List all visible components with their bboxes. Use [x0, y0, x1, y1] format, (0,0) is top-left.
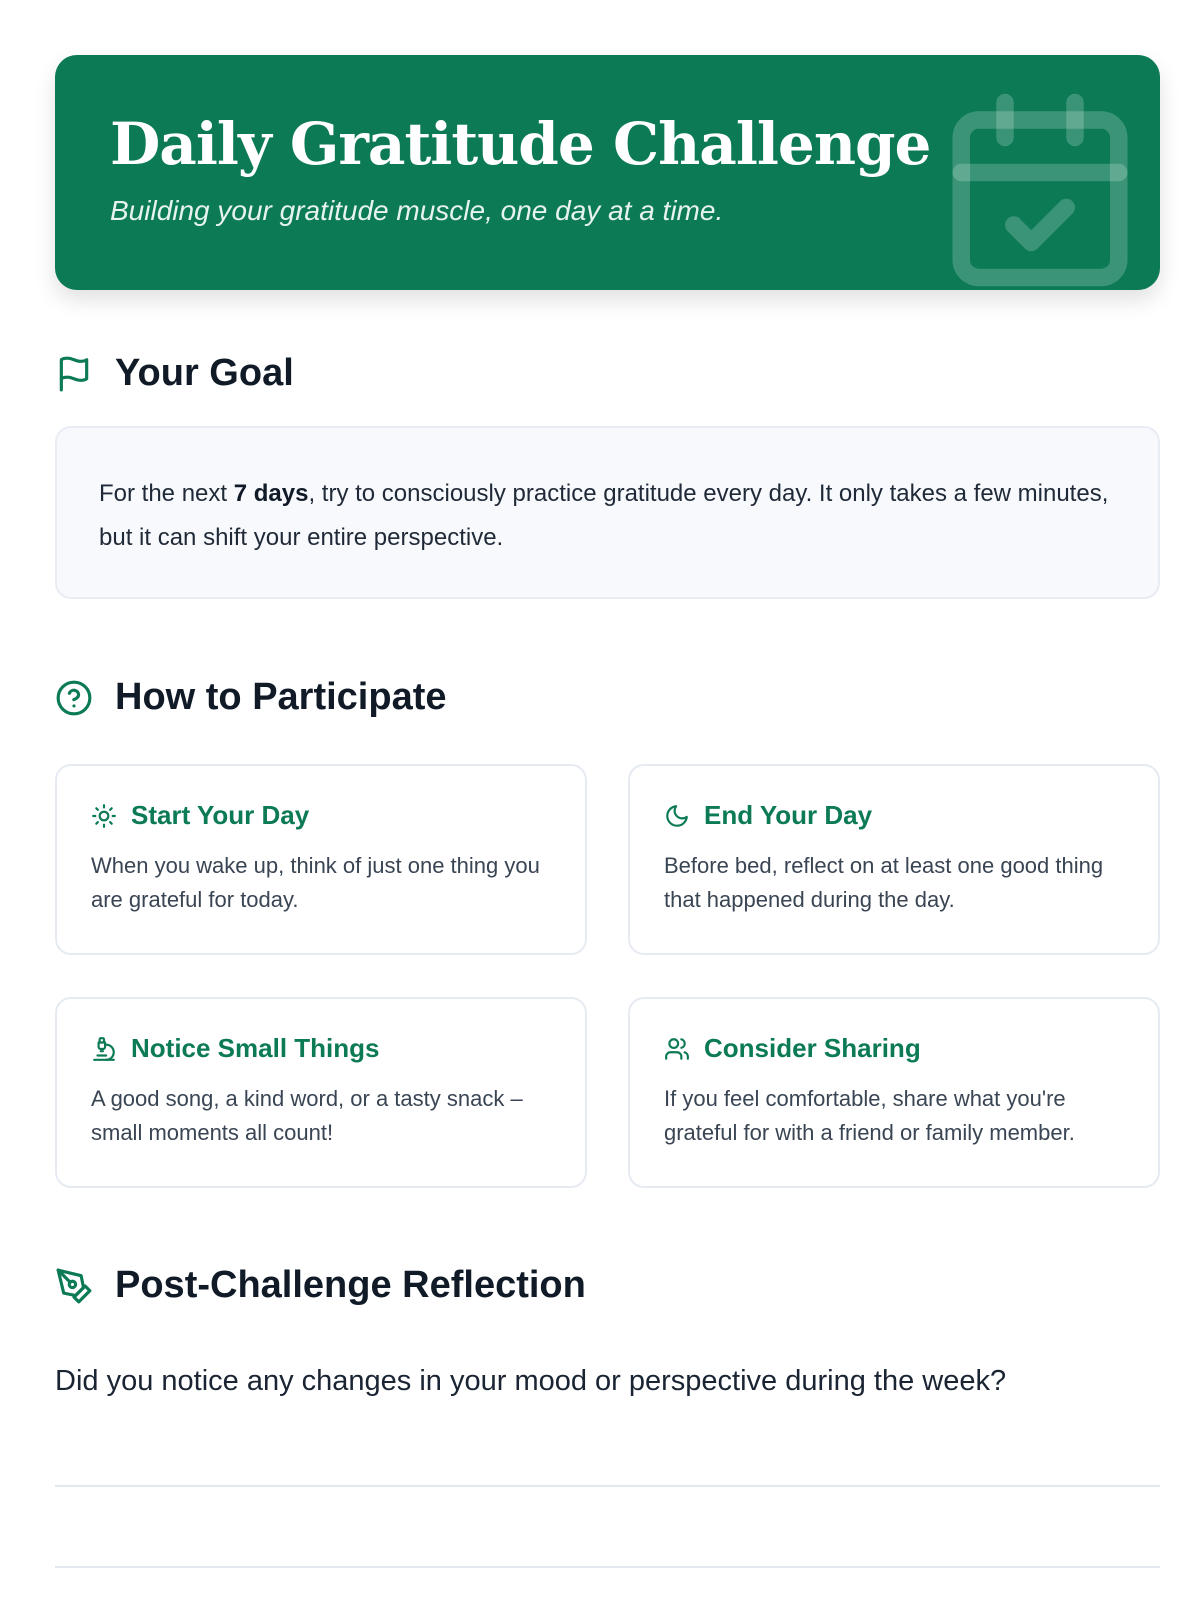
section-title: Post-Challenge Reflection: [115, 1264, 586, 1306]
card-consider-sharing: [628, 997, 1160, 1188]
goal-panel: [55, 426, 1160, 599]
moon-icon: [664, 803, 690, 829]
users-icon: [664, 1036, 690, 1062]
page-subtitle: Building your gratitude muscle, one day at a time.: [110, 195, 724, 226]
card-text: A good song, a kind word, or a tasty snack – small moments all count!: [91, 1086, 523, 1145]
sun-icon: [91, 803, 117, 829]
microscope-icon: [91, 1036, 117, 1062]
card-title: Consider Sharing: [704, 1033, 921, 1063]
goal-text-start: For the next: [99, 480, 234, 507]
goal-text-end: , try to consciously practice gratitude every day. It only takes a few minutes, but it can shift your entire perspective.: [99, 480, 1109, 551]
section-goal-heading: [55, 352, 294, 395]
hero-banner: [55, 55, 1160, 290]
pen-tool-icon: [55, 1267, 93, 1305]
card-notice-small-things: [55, 997, 587, 1188]
card-title: End Your Day: [704, 800, 873, 830]
section-title: Your Goal: [115, 352, 294, 394]
section-participate-heading: [55, 676, 447, 719]
flag-icon: [55, 355, 93, 393]
reflection-question: Did you notice any changes in your mood or perspective during the week?: [55, 1365, 1007, 1397]
help-circle-icon: [55, 679, 93, 717]
goal-text-bold: 7 days: [233, 480, 309, 507]
answer-line[interactable]: [55, 1566, 1160, 1568]
section-reflection-heading: [55, 1264, 586, 1307]
card-start-your-day: [55, 764, 587, 955]
section-title: How to Participate: [115, 676, 447, 718]
card-text: Before bed, reflect on at least one good thing that happened during the day.: [664, 853, 1104, 912]
answer-line[interactable]: [55, 1485, 1160, 1487]
card-title: Notice Small Things: [131, 1033, 380, 1063]
card-title: Start Your Day: [131, 800, 310, 830]
card-end-your-day: [628, 764, 1160, 955]
page-title: Daily Gratitude Challenge: [110, 110, 931, 178]
calendar-check-icon: [935, 85, 1145, 290]
card-text: If you feel comfortable, share what you're grateful for with a friend or family member.: [664, 1086, 1075, 1145]
card-text: When you wake up, think of just one thing you are grateful for today.: [91, 853, 540, 912]
